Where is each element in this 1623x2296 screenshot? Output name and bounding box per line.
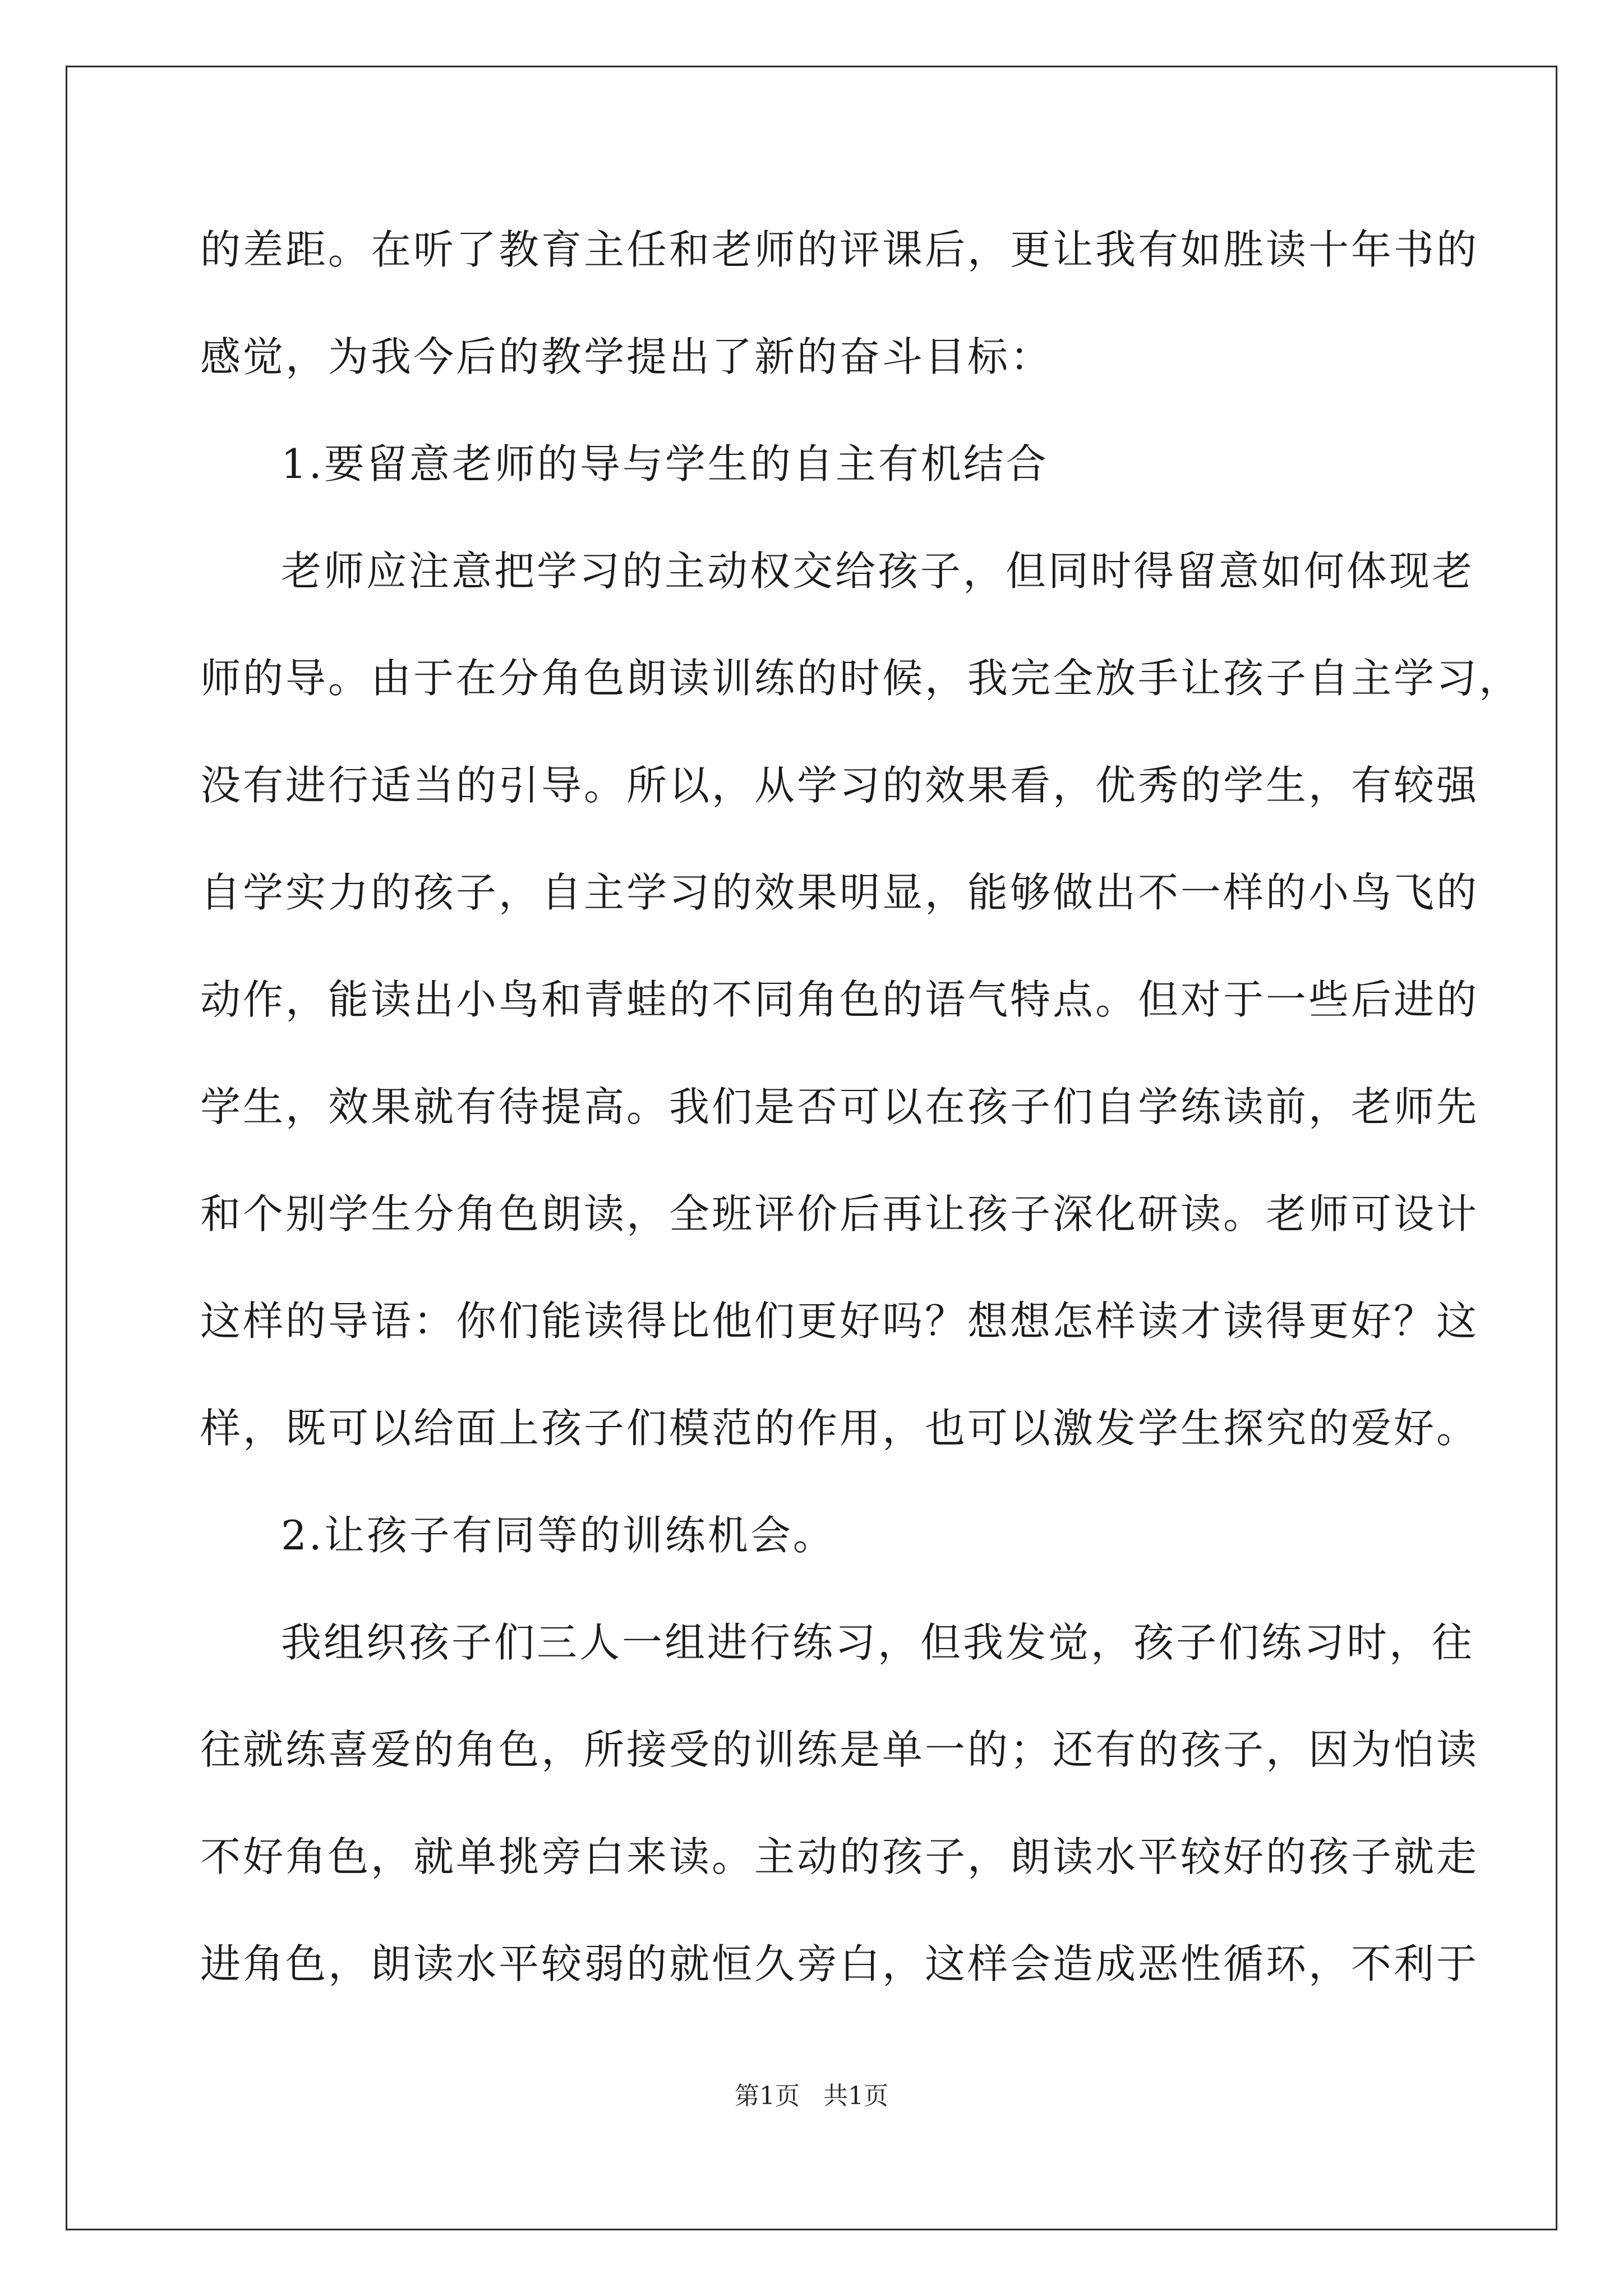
text-line: 师的导。由于在分角色朗读训练的时候，我完全放手让孩子自主学习， xyxy=(200,655,1522,702)
text-line: 这样的导语：你们能读得比他们更好吗？想想怎样读才读得更好？这 xyxy=(200,1297,1479,1345)
section-heading: 1.要留意老师的导与学生的自主有机结合 xyxy=(281,440,1049,487)
text-line: 老师应注意把学习的主动权交给孩子，但同时得留意如何体现老 xyxy=(281,547,1475,595)
page-number-footer: 第1页 共1页 xyxy=(735,2082,888,2110)
text-line: 学生，效果就有待提高。我们是否可以在孩子们自学练读前，老师先 xyxy=(200,1083,1479,1130)
text-line: 往就练喜爱的角色，所接受的训练是单一的；还有的孩子，因为怕读 xyxy=(200,1726,1479,1773)
document-body xyxy=(200,216,1522,2037)
text-line: 不好角色，就单挑旁白来读。主动的孩子，朗读水平较好的孩子就走 xyxy=(200,1833,1479,1880)
text-line: 感觉，为我今后的教学提出了新的奋斗目标： xyxy=(200,333,1053,380)
text-line: 我组织孩子们三人一组进行练习，但我发觉，孩子们练习时，往 xyxy=(281,1619,1475,1666)
text-line: 进角色，朗读水平较弱的就恒久旁白，这样会造成恶性循环，不利于 xyxy=(200,1940,1479,1987)
text-line: 和个别学生分角色朗读，全班评价后再让孩子深化研读。老师可设计 xyxy=(200,1190,1479,1237)
section-heading: 2.让孩子有同等的训练机会。 xyxy=(281,1512,836,1559)
text-line: 自学实力的孩子，自主学习的效果明显，能够做出不一样的小鸟飞的 xyxy=(200,869,1479,916)
text-line: 的差距。在听了教育主任和老师的评课后，更让我有如胜读十年书的 xyxy=(200,226,1479,273)
text-line: 动作，能读出小鸟和青蛙的不同角色的语气特点。但对于一些后进的 xyxy=(200,976,1479,1023)
text-line: 没有进行适当的引导。所以，从学习的效果看，优秀的学生，有较强 xyxy=(200,762,1479,809)
text-line: 样，既可以给面上孩子们模范的作用，也可以激发学生探究的爱好。 xyxy=(200,1405,1479,1452)
